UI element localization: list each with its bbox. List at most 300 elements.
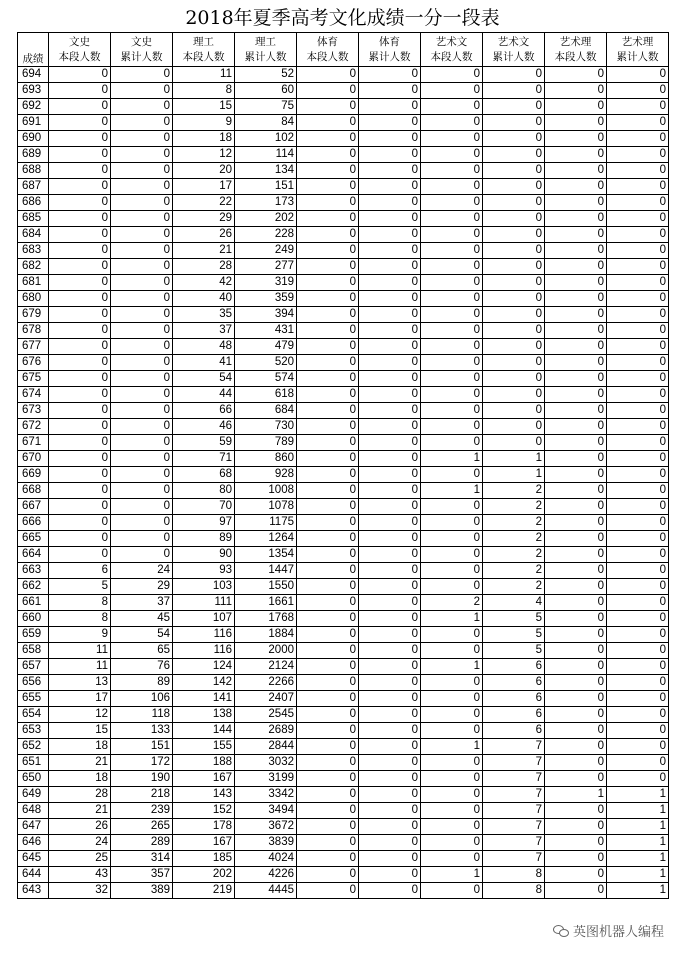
count-cell: 0 xyxy=(421,291,483,307)
count-cell: 0 xyxy=(111,355,173,371)
table-row xyxy=(18,643,669,659)
count-cell: 6 xyxy=(483,675,545,691)
count-cell: 0 xyxy=(359,579,421,595)
count-cell: 15 xyxy=(173,99,235,115)
count-cell: 2 xyxy=(483,499,545,515)
count-cell: 0 xyxy=(49,291,111,307)
header-column xyxy=(483,33,545,67)
count-cell: 0 xyxy=(359,99,421,115)
count-cell: 25 xyxy=(49,851,111,867)
count-cell: 0 xyxy=(297,195,359,211)
count-cell: 0 xyxy=(607,419,669,435)
count-cell: 20 xyxy=(173,163,235,179)
count-cell: 1 xyxy=(421,867,483,883)
count-cell: 1 xyxy=(607,851,669,867)
count-cell: 0 xyxy=(49,131,111,147)
count-cell: 0 xyxy=(545,483,607,499)
count-cell: 0 xyxy=(359,563,421,579)
count-cell: 0 xyxy=(607,259,669,275)
count-cell: 0 xyxy=(359,611,421,627)
count-cell: 2689 xyxy=(235,723,297,739)
count-cell: 0 xyxy=(545,131,607,147)
count-cell: 3839 xyxy=(235,835,297,851)
count-cell: 167 xyxy=(173,835,235,851)
count-cell: 4445 xyxy=(235,883,297,899)
count-cell: 0 xyxy=(607,691,669,707)
count-cell: 0 xyxy=(359,147,421,163)
table-row xyxy=(18,179,669,195)
score-cell: 667 xyxy=(18,499,49,515)
count-cell: 12 xyxy=(49,707,111,723)
count-cell: 1447 xyxy=(235,563,297,579)
count-cell: 479 xyxy=(235,339,297,355)
count-cell: 0 xyxy=(545,531,607,547)
count-cell: 359 xyxy=(235,291,297,307)
count-cell: 0 xyxy=(297,595,359,611)
count-cell: 431 xyxy=(235,323,297,339)
count-cell: 0 xyxy=(111,307,173,323)
count-cell: 0 xyxy=(421,563,483,579)
count-cell: 2000 xyxy=(235,643,297,659)
count-cell: 28 xyxy=(173,259,235,275)
count-cell: 684 xyxy=(235,403,297,419)
count-cell: 0 xyxy=(359,419,421,435)
count-cell: 0 xyxy=(111,259,173,275)
count-cell: 0 xyxy=(545,371,607,387)
table-row xyxy=(18,355,669,371)
count-cell: 0 xyxy=(607,627,669,643)
count-cell: 0 xyxy=(49,259,111,275)
count-cell: 0 xyxy=(421,579,483,595)
header-top-label: 体育 xyxy=(379,36,400,48)
count-cell: 0 xyxy=(421,99,483,115)
count-cell: 0 xyxy=(359,131,421,147)
table-row xyxy=(18,803,669,819)
header-column xyxy=(49,33,111,67)
count-cell: 0 xyxy=(359,531,421,547)
count-cell: 0 xyxy=(421,547,483,563)
count-cell: 0 xyxy=(359,435,421,451)
count-cell: 0 xyxy=(49,211,111,227)
count-cell: 0 xyxy=(297,451,359,467)
count-cell: 0 xyxy=(421,467,483,483)
table-row xyxy=(18,563,669,579)
count-cell: 0 xyxy=(359,515,421,531)
count-cell: 138 xyxy=(173,707,235,723)
count-cell: 2 xyxy=(483,515,545,531)
table-body xyxy=(18,67,669,899)
count-cell: 0 xyxy=(607,339,669,355)
score-cell: 693 xyxy=(18,83,49,99)
count-cell: 0 xyxy=(359,387,421,403)
count-cell: 0 xyxy=(421,115,483,131)
count-cell: 0 xyxy=(483,355,545,371)
score-cell: 652 xyxy=(18,739,49,755)
count-cell: 0 xyxy=(545,147,607,163)
count-cell: 0 xyxy=(297,243,359,259)
header-bottom-label: 本段人数 xyxy=(306,50,349,63)
count-cell: 0 xyxy=(297,819,359,835)
table-row xyxy=(18,83,669,99)
table-row xyxy=(18,547,669,563)
count-cell: 8 xyxy=(49,611,111,627)
count-cell: 0 xyxy=(483,435,545,451)
count-cell: 0 xyxy=(297,579,359,595)
count-cell: 0 xyxy=(49,435,111,451)
table-row xyxy=(18,211,669,227)
table-row xyxy=(18,579,669,595)
count-cell: 289 xyxy=(111,835,173,851)
count-cell: 0 xyxy=(483,243,545,259)
count-cell: 0 xyxy=(607,755,669,771)
watermark xyxy=(550,920,667,941)
count-cell: 7 xyxy=(483,787,545,803)
table-row xyxy=(18,275,669,291)
count-cell: 0 xyxy=(545,355,607,371)
count-cell: 0 xyxy=(297,691,359,707)
header-top-label: 文史 xyxy=(69,36,90,48)
count-cell: 1884 xyxy=(235,627,297,643)
count-cell: 0 xyxy=(297,675,359,691)
count-cell: 0 xyxy=(607,579,669,595)
count-cell: 0 xyxy=(421,323,483,339)
count-cell: 0 xyxy=(607,563,669,579)
count-cell: 0 xyxy=(483,67,545,83)
count-cell: 0 xyxy=(359,451,421,467)
count-cell: 3672 xyxy=(235,819,297,835)
count-cell: 152 xyxy=(173,803,235,819)
score-cell: 651 xyxy=(18,755,49,771)
count-cell: 2 xyxy=(483,547,545,563)
table-row xyxy=(18,819,669,835)
count-cell: 0 xyxy=(545,243,607,259)
table-row xyxy=(18,387,669,403)
header-column xyxy=(297,33,359,67)
table-row xyxy=(18,499,669,515)
score-cell: 679 xyxy=(18,307,49,323)
header-bottom-label: 累计人数 xyxy=(616,50,659,63)
count-cell: 26 xyxy=(49,819,111,835)
count-cell: 0 xyxy=(545,611,607,627)
score-cell: 694 xyxy=(18,67,49,83)
count-cell: 0 xyxy=(545,323,607,339)
count-cell: 124 xyxy=(173,659,235,675)
table-row xyxy=(18,675,669,691)
count-cell: 0 xyxy=(297,467,359,483)
header-bottom-label: 本段人数 xyxy=(182,50,225,63)
table-row xyxy=(18,195,669,211)
count-cell: 0 xyxy=(483,323,545,339)
count-cell: 143 xyxy=(173,787,235,803)
count-cell: 0 xyxy=(359,739,421,755)
table-row xyxy=(18,403,669,419)
count-cell: 0 xyxy=(297,755,359,771)
count-cell: 0 xyxy=(297,371,359,387)
watermark-text: 英图机器人编程 xyxy=(572,925,664,940)
count-cell: 6 xyxy=(483,691,545,707)
count-cell: 48 xyxy=(173,339,235,355)
count-cell: 314 xyxy=(111,851,173,867)
count-cell: 167 xyxy=(173,771,235,787)
count-cell: 0 xyxy=(49,339,111,355)
count-cell: 0 xyxy=(49,547,111,563)
table-row xyxy=(18,147,669,163)
count-cell: 265 xyxy=(111,819,173,835)
header-column xyxy=(421,33,483,67)
table-row xyxy=(18,227,669,243)
count-cell: 2407 xyxy=(235,691,297,707)
count-cell: 26 xyxy=(173,227,235,243)
count-cell: 0 xyxy=(483,115,545,131)
count-cell: 1550 xyxy=(235,579,297,595)
count-cell: 0 xyxy=(49,387,111,403)
count-cell: 0 xyxy=(111,83,173,99)
count-cell: 0 xyxy=(49,371,111,387)
table-row xyxy=(18,739,669,755)
table-row xyxy=(18,835,669,851)
count-cell: 0 xyxy=(421,355,483,371)
count-cell: 71 xyxy=(173,451,235,467)
table-row xyxy=(18,323,669,339)
count-cell: 0 xyxy=(607,435,669,451)
count-cell: 730 xyxy=(235,419,297,435)
count-cell: 0 xyxy=(607,771,669,787)
table-row xyxy=(18,259,669,275)
count-cell: 0 xyxy=(111,275,173,291)
count-cell: 389 xyxy=(111,883,173,899)
count-cell: 0 xyxy=(297,403,359,419)
count-cell: 0 xyxy=(49,227,111,243)
count-cell: 0 xyxy=(359,707,421,723)
count-cell: 0 xyxy=(545,771,607,787)
count-cell: 116 xyxy=(173,627,235,643)
count-cell: 7 xyxy=(483,739,545,755)
count-cell: 0 xyxy=(297,883,359,899)
count-cell: 0 xyxy=(359,499,421,515)
count-cell: 0 xyxy=(297,131,359,147)
count-cell: 0 xyxy=(545,179,607,195)
count-cell: 35 xyxy=(173,307,235,323)
table-row xyxy=(18,307,669,323)
count-cell: 0 xyxy=(359,83,421,99)
count-cell: 0 xyxy=(545,595,607,611)
count-cell: 2 xyxy=(483,483,545,499)
count-cell: 0 xyxy=(421,851,483,867)
score-cell: 643 xyxy=(18,883,49,899)
count-cell: 6 xyxy=(483,659,545,675)
count-cell: 3032 xyxy=(235,755,297,771)
count-cell: 0 xyxy=(483,83,545,99)
count-cell: 0 xyxy=(111,339,173,355)
count-cell: 0 xyxy=(607,291,669,307)
count-cell: 8 xyxy=(483,883,545,899)
count-cell: 0 xyxy=(421,195,483,211)
count-cell: 0 xyxy=(297,707,359,723)
count-cell: 0 xyxy=(421,179,483,195)
count-cell: 0 xyxy=(297,147,359,163)
count-cell: 11 xyxy=(173,67,235,83)
count-cell: 89 xyxy=(111,675,173,691)
count-cell: 2 xyxy=(421,595,483,611)
count-cell: 93 xyxy=(173,563,235,579)
count-cell: 0 xyxy=(545,307,607,323)
header-bottom-label: 本段人数 xyxy=(58,50,101,63)
count-cell: 0 xyxy=(297,83,359,99)
table-row xyxy=(18,867,669,883)
count-cell: 68 xyxy=(173,467,235,483)
count-cell: 0 xyxy=(607,547,669,563)
count-cell: 202 xyxy=(235,211,297,227)
count-cell: 0 xyxy=(297,435,359,451)
count-cell: 0 xyxy=(421,675,483,691)
count-cell: 11 xyxy=(49,643,111,659)
count-cell: 0 xyxy=(359,403,421,419)
count-cell: 0 xyxy=(297,499,359,515)
count-cell: 0 xyxy=(421,723,483,739)
count-cell: 6 xyxy=(483,707,545,723)
count-cell: 0 xyxy=(49,483,111,499)
count-cell: 2 xyxy=(483,563,545,579)
count-cell: 0 xyxy=(545,435,607,451)
count-cell: 860 xyxy=(235,451,297,467)
count-cell: 190 xyxy=(111,771,173,787)
count-cell: 5 xyxy=(483,627,545,643)
header-column xyxy=(173,33,235,67)
count-cell: 178 xyxy=(173,819,235,835)
count-cell: 151 xyxy=(111,739,173,755)
count-cell: 0 xyxy=(483,259,545,275)
score-cell: 662 xyxy=(18,579,49,595)
count-cell: 0 xyxy=(111,451,173,467)
count-cell: 0 xyxy=(607,179,669,195)
count-cell: 2 xyxy=(483,531,545,547)
count-cell: 97 xyxy=(173,515,235,531)
count-cell: 0 xyxy=(421,83,483,99)
count-cell: 0 xyxy=(111,371,173,387)
count-cell: 22 xyxy=(173,195,235,211)
count-cell: 42 xyxy=(173,275,235,291)
score-cell: 685 xyxy=(18,211,49,227)
count-cell: 7 xyxy=(483,819,545,835)
count-cell: 0 xyxy=(421,275,483,291)
table-row xyxy=(18,467,669,483)
count-cell: 0 xyxy=(297,115,359,131)
count-cell: 1 xyxy=(421,739,483,755)
count-cell: 3199 xyxy=(235,771,297,787)
count-cell: 0 xyxy=(545,419,607,435)
count-cell: 0 xyxy=(421,243,483,259)
count-cell: 0 xyxy=(607,323,669,339)
count-cell: 155 xyxy=(173,739,235,755)
count-cell: 0 xyxy=(545,467,607,483)
count-cell: 18 xyxy=(49,771,111,787)
count-cell: 44 xyxy=(173,387,235,403)
count-cell: 90 xyxy=(173,547,235,563)
count-cell: 1 xyxy=(421,451,483,467)
header-bottom-label: 本段人数 xyxy=(554,50,597,63)
score-cell: 681 xyxy=(18,275,49,291)
count-cell: 188 xyxy=(173,755,235,771)
count-cell: 0 xyxy=(545,867,607,883)
count-cell: 0 xyxy=(49,515,111,531)
count-cell: 0 xyxy=(297,611,359,627)
count-cell: 0 xyxy=(483,387,545,403)
score-cell: 682 xyxy=(18,259,49,275)
count-cell: 0 xyxy=(545,659,607,675)
count-cell: 0 xyxy=(359,595,421,611)
count-cell: 65 xyxy=(111,643,173,659)
count-cell: 0 xyxy=(483,419,545,435)
count-cell: 17 xyxy=(49,691,111,707)
count-cell: 2266 xyxy=(235,675,297,691)
count-cell: 0 xyxy=(359,227,421,243)
count-cell: 0 xyxy=(49,115,111,131)
score-cell: 673 xyxy=(18,403,49,419)
table-row xyxy=(18,115,669,131)
count-cell: 7 xyxy=(483,755,545,771)
count-cell: 0 xyxy=(421,803,483,819)
count-cell: 173 xyxy=(235,195,297,211)
count-cell: 0 xyxy=(359,467,421,483)
count-cell: 84 xyxy=(235,115,297,131)
header-column xyxy=(359,33,421,67)
header-bottom-label: 本段人数 xyxy=(430,50,473,63)
count-cell: 8 xyxy=(483,867,545,883)
count-cell: 0 xyxy=(545,259,607,275)
count-cell: 0 xyxy=(421,211,483,227)
count-cell: 0 xyxy=(111,387,173,403)
count-cell: 0 xyxy=(483,339,545,355)
count-cell: 66 xyxy=(173,403,235,419)
count-cell: 2 xyxy=(483,579,545,595)
count-cell: 0 xyxy=(297,483,359,499)
count-cell: 0 xyxy=(297,723,359,739)
count-cell: 0 xyxy=(49,83,111,99)
count-cell: 520 xyxy=(235,355,297,371)
count-cell: 0 xyxy=(607,595,669,611)
count-cell: 0 xyxy=(483,227,545,243)
count-cell: 0 xyxy=(49,419,111,435)
count-cell: 0 xyxy=(607,243,669,259)
count-cell: 89 xyxy=(173,531,235,547)
count-cell: 0 xyxy=(49,307,111,323)
header-top-label: 文史 xyxy=(131,36,152,48)
count-cell: 5 xyxy=(483,611,545,627)
count-cell: 0 xyxy=(607,499,669,515)
score-cell: 666 xyxy=(18,515,49,531)
count-cell: 0 xyxy=(297,419,359,435)
count-cell: 0 xyxy=(607,131,669,147)
header-score xyxy=(18,33,49,67)
count-cell: 1 xyxy=(483,467,545,483)
count-cell: 37 xyxy=(111,595,173,611)
count-cell: 0 xyxy=(359,643,421,659)
count-cell: 107 xyxy=(173,611,235,627)
count-cell: 114 xyxy=(235,147,297,163)
count-cell: 0 xyxy=(297,275,359,291)
count-cell: 76 xyxy=(111,659,173,675)
page-title: 2018年夏季高考文化成绩一分一段表 xyxy=(185,7,500,29)
count-cell: 1 xyxy=(607,835,669,851)
count-cell: 0 xyxy=(49,195,111,211)
count-cell: 0 xyxy=(297,867,359,883)
count-cell: 0 xyxy=(421,883,483,899)
count-cell: 0 xyxy=(111,243,173,259)
score-cell: 649 xyxy=(18,787,49,803)
score-cell: 661 xyxy=(18,595,49,611)
count-cell: 0 xyxy=(297,307,359,323)
count-cell: 0 xyxy=(545,627,607,643)
